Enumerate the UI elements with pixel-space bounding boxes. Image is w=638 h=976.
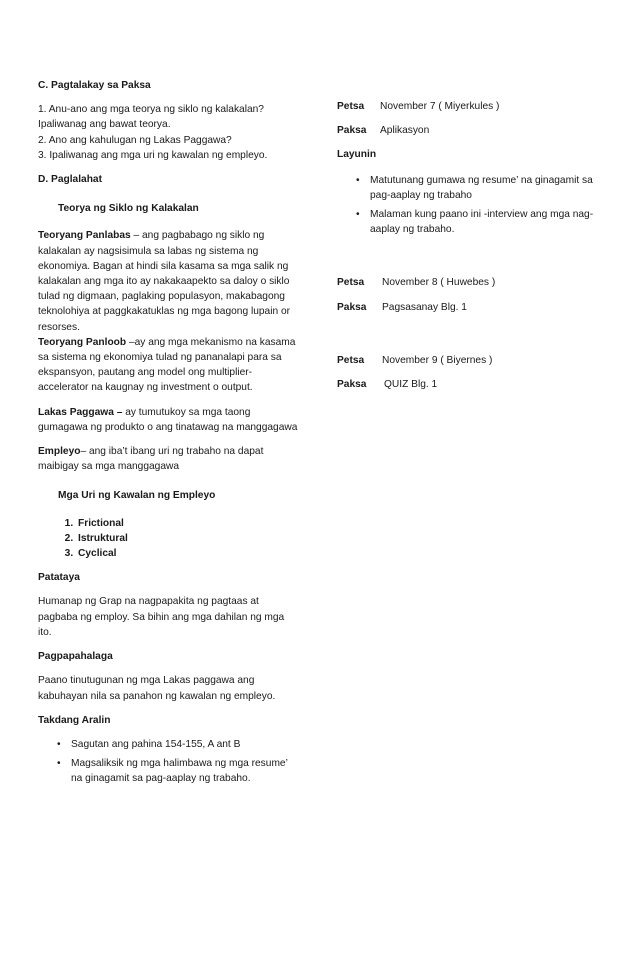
c-item-1: 1. Anu-ano ang mga teorya ng siklo ng kalakalan? Ipaliwanag ang bawat teorya.: [38, 104, 264, 131]
left-column: [38, 78, 300, 787]
layunin-list: [337, 173, 597, 238]
takdang-item-2: • Magsaliksik ng mga halimbawa ng mga resume’ na ginagamit sa pag-aaplay ng trabaho.: [57, 758, 288, 785]
entry1-paksa-value: Aplikasyon: [380, 125, 430, 137]
c-item-3: 3. Ipaliwanag ang mga uri ng kawalan ng empleyo.: [38, 149, 268, 161]
entry3-petsa-value: November 9 ( Biyernes ): [382, 354, 493, 366]
paksa-label: Paksa: [337, 379, 367, 391]
patataya-text: Humanap ng Grap na nagpapakita ng pagtaas at pagbaba ng employ. Sa bihin ang mga dahilan ng mga ito.: [38, 596, 285, 638]
entry1-paksa-row: [337, 123, 617, 138]
entry2-petsa-value: November 8 ( Huwebes ): [382, 277, 496, 289]
pagpapahalaga-title: Pagpapahalaga: [38, 651, 113, 663]
uri-item-frictional: 1. Frictional: [76, 516, 300, 531]
panloob-paragraph: [38, 335, 300, 396]
lakas-paragraph: [38, 405, 300, 435]
entry2-paksa-row: [337, 300, 617, 315]
entry2-paksa-value: Pagsasanay Blg. 1: [382, 301, 467, 313]
right-column: [337, 99, 617, 392]
petsa-label: Petsa: [337, 101, 365, 112]
patataya-title: Patataya: [38, 572, 80, 584]
entry1-petsa-row: [337, 99, 617, 114]
petsa-label: Petsa: [337, 354, 365, 366]
bullet-icon: •: [356, 174, 360, 186]
uri-item-istruktural: 2. Istruktural: [76, 531, 300, 546]
petsa-label: Petsa: [337, 277, 365, 289]
c-item-2: 2. Ano ang kahulugan ng Lakas Paggawa?: [38, 134, 232, 146]
entry3-paksa-value: QUIZ Blg. 1: [384, 379, 438, 391]
panlabas-term: Teoryang Panlabas: [38, 230, 131, 242]
empleyo-paragraph: [38, 444, 300, 474]
panloob-text: –ay ang mga mekanismo na kasama sa sistema ng ekonomiya tulad ng pananalapi para sa ekspansyon, pautang ang model ong multiplier-accelerator na kaugnay ng investment o output.: [38, 336, 296, 394]
entry3-petsa-row: [337, 353, 617, 368]
entry3-paksa-row: [337, 377, 617, 392]
panloob-term: Teoryang Panloob: [38, 336, 127, 348]
paksa-label: Paksa: [337, 301, 367, 313]
panlabas-text: – ang pagbabago ng siklo ng kalakalan ay nagsisimula sa labas ng sistema ng ekonomiya. Bagan at hindi sila kasama sa mga salik ng kalakalan ang mga ito ay nakakaapekto sa daloy o siklo tulad ng digmaan, paglaking populasyon, makabagong teknolohiya at paggkakatuklas ng mga bagong lupain or resorses.: [38, 230, 291, 333]
empleyo-text: – ang iba’t ibang uri ng trabaho na dapat maibigay sa mga manggagawa: [38, 446, 264, 473]
lakas-term: Lakas Paggawa –: [38, 406, 123, 418]
bullet-icon: •: [57, 758, 61, 770]
layunin-item-2: • Malaman kung paano ini -interview ang mga nag-aaplay ng trabaho.: [356, 209, 594, 236]
section-c-title: C. Pagtalakay sa Paksa: [38, 80, 151, 91]
uri-item-cyclical: 3. Cyclical: [76, 546, 300, 561]
layunin-item-1: • Matutunang gumawa ng resume’ na ginagamit sa pag-aaplay ng trabaho: [356, 174, 593, 201]
takdang-list: [38, 737, 300, 787]
teorya-heading: Teorya ng Siklo ng Kalakalan: [58, 203, 199, 215]
takdang-item-1: • Sagutan ang pahina 154-155, A ant B: [38, 737, 300, 752]
lakas-text: ay tumutukoy sa mga taong gumagawa ng produkto o ang tinatawag na manggagawa: [38, 406, 298, 433]
entry1-petsa-value: November 7 ( Miyerkules ): [380, 101, 500, 112]
pagpapahalaga-text: Paano tinutugunan ng mga Lakas paggawa ang kabuhayan nila sa panahon ng kawalan ng empleyo.: [38, 675, 276, 702]
bullet-icon: •: [57, 738, 61, 750]
bullet-icon: •: [356, 209, 360, 221]
empleyo-term: Empleyo: [38, 446, 81, 458]
section-d-title: D. Paglalahat: [38, 174, 102, 186]
uri-list: [38, 516, 300, 562]
entry2-petsa-row: [337, 275, 617, 290]
panlabas-paragraph: [38, 228, 300, 334]
takdang-title: Takdang Aralin: [38, 714, 111, 726]
uri-heading: Mga Uri ng Kawalan ng Empleyo: [58, 490, 216, 502]
paksa-label: Paksa: [337, 125, 367, 137]
layunin-title: Layunin: [337, 149, 377, 161]
